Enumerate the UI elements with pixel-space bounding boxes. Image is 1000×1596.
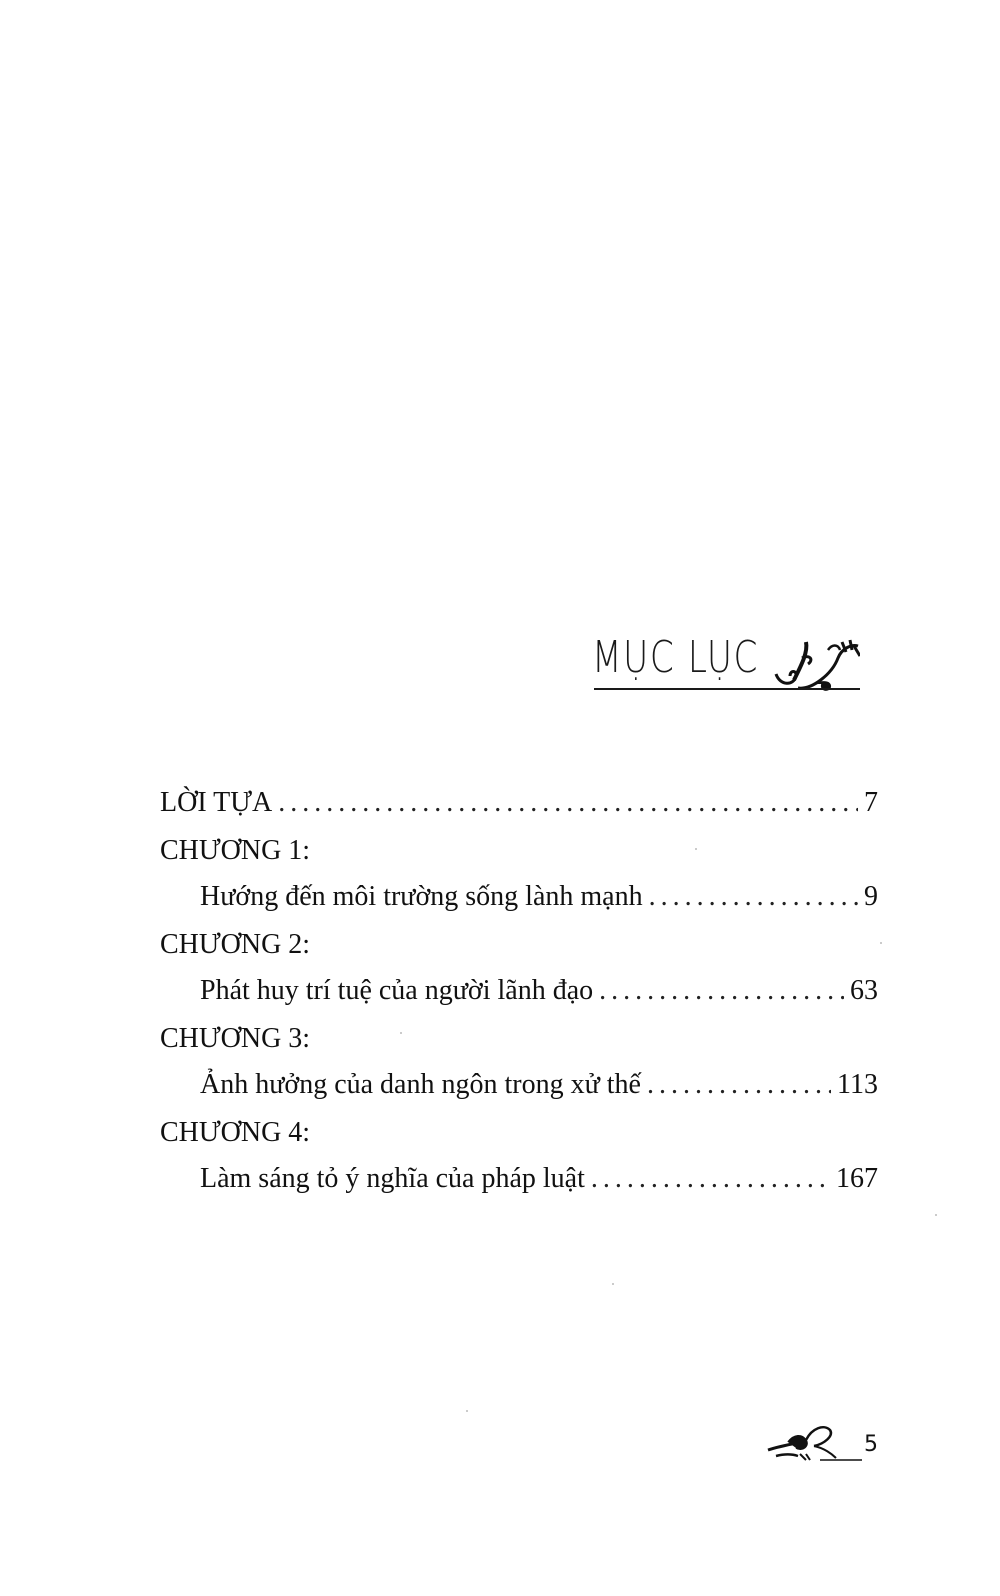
toc-entry-chapter-3[interactable] <box>200 1062 878 1108</box>
dot-leader <box>278 780 858 826</box>
page-number: 5 <box>864 1432 878 1457</box>
dot-leader <box>599 968 844 1014</box>
chapter-label-4: CHƯƠNG 4: <box>160 1117 311 1148</box>
toc-entry-label: Hướng đến môi trường sống lành mạnh <box>200 881 643 912</box>
table-of-contents <box>160 780 878 1202</box>
page-title: MỤC LỤC <box>592 632 760 683</box>
toc-entry-label: Ảnh hưởng của danh ngôn trong xử thế <box>200 1069 641 1100</box>
scan-speck <box>400 1032 402 1034</box>
toc-entry-page: 63 <box>850 975 878 1006</box>
toc-entry-page: 7 <box>864 787 878 818</box>
toc-entry-label: Làm sáng tỏ ý nghĩa của pháp luật <box>200 1163 585 1194</box>
toc-entry-chapter-4[interactable] <box>200 1156 878 1202</box>
chapter-label-2: CHƯƠNG 2: <box>160 929 311 960</box>
scan-speck <box>612 1283 614 1285</box>
page-footer <box>762 1420 882 1470</box>
toc-entry-label: LỜI TỰA <box>160 787 273 818</box>
toc-entry-page: 167 <box>836 1163 878 1194</box>
toc-entry-chapter-1[interactable] <box>200 874 878 920</box>
toc-entry-chapter-2[interactable] <box>200 968 878 1014</box>
dot-leader <box>647 1062 831 1108</box>
toc-heading <box>592 630 860 700</box>
scan-speck <box>880 942 882 944</box>
toc-entry-page: 9 <box>864 881 878 912</box>
scan-speck <box>695 848 697 850</box>
scan-speck <box>935 1214 937 1216</box>
chapter-label-1: CHƯƠNG 1: <box>160 835 311 866</box>
toc-entry-page: 113 <box>837 1069 878 1100</box>
floral-flourish-icon <box>772 634 860 692</box>
bird-flourish-icon <box>762 1420 862 1468</box>
toc-entry-label: Phát huy trí tuệ của người lãnh đạo <box>200 975 594 1006</box>
toc-entry-preface[interactable] <box>160 780 878 826</box>
dot-leader <box>649 874 858 920</box>
chapter-label-3: CHƯƠNG 3: <box>160 1023 311 1054</box>
scan-speck <box>466 1410 468 1412</box>
heading-underline <box>594 688 860 690</box>
dot-leader <box>591 1156 830 1202</box>
